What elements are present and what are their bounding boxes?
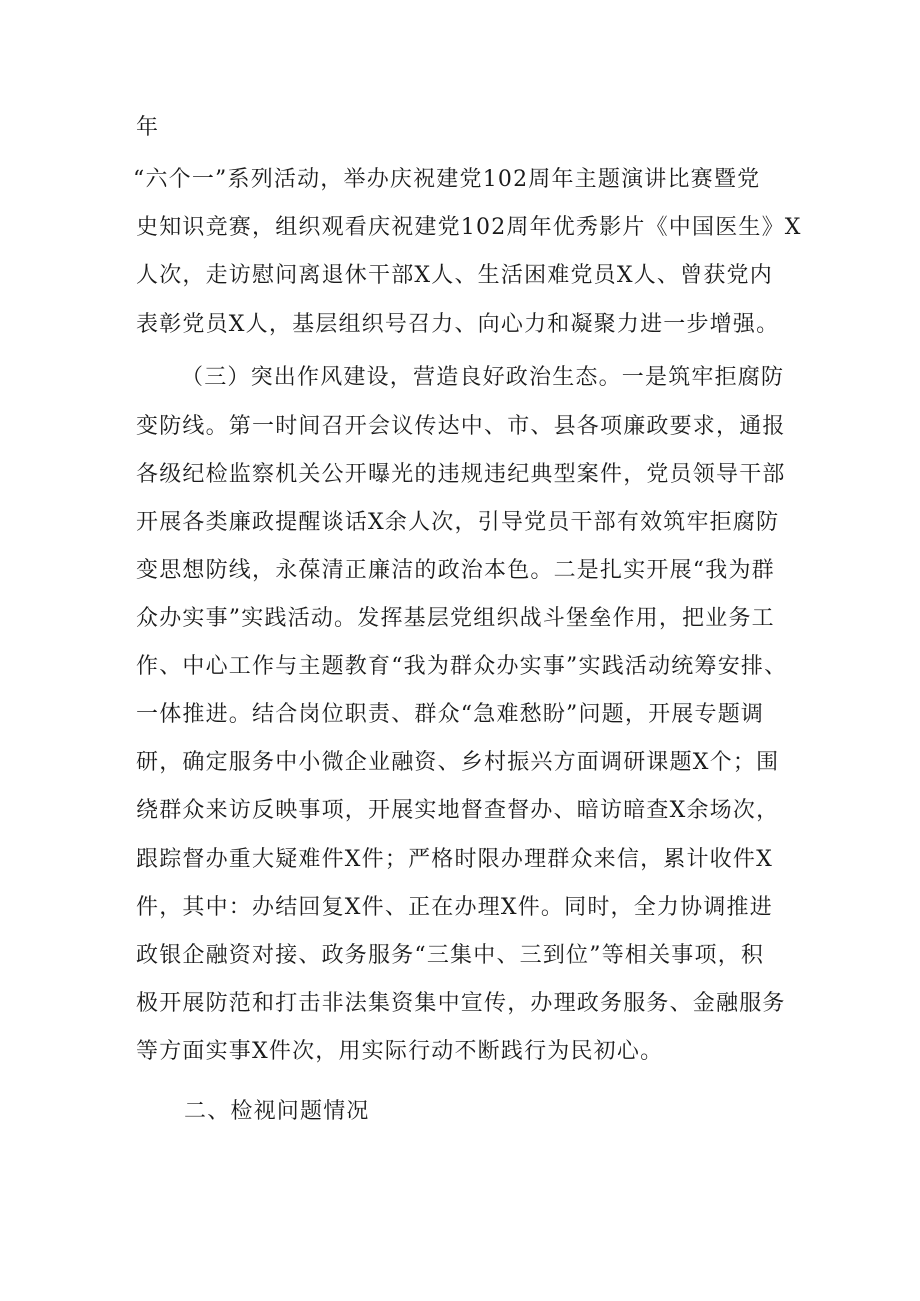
text-line: 绕群众来访反映事项，开展实地督查督办、暗访暗查X余场次， bbox=[136, 798, 780, 823]
text-line: 变思想防线，永葆清正廉洁的政治本色。二是扎实开展“我为群 bbox=[136, 558, 775, 583]
text-line: 人次，走访慰问离退休干部X人、生活困难党员X人、曾获党内 bbox=[136, 263, 773, 288]
text-line: “六个一”系列活动，举办庆祝建党102周年主题演讲比赛暨党 bbox=[133, 167, 761, 192]
text-line: 开展各类廉政提醒谈话X余人次，引导党员干部有效筑牢拒腐防 bbox=[136, 510, 780, 535]
text-line: 研，确定服务中小微企业融资、乡村振兴方面调研课题X个；围 bbox=[136, 750, 780, 775]
text-line: 史知识竞赛，组织观看庆祝建党102周年优秀影片《中国医生》X bbox=[136, 215, 802, 240]
text-line: 跟踪督办重大疑难件X件；严格时限办理群众来信，累计收件X bbox=[136, 847, 773, 872]
text-line: 一体推进。结合岗位职责、群众“急难愁盼”问题，开展专题调 bbox=[136, 702, 765, 727]
text-line: 各级纪检监察机关公开曝光的违规违纪典型案件，党员领导干部 bbox=[136, 462, 786, 487]
paragraph-start-line: （三）突出作风建设，营造良好政治生态。一是筑牢拒腐防 bbox=[181, 365, 785, 390]
text-line: 政银企融资对接、政务服务“三集中、三到位”等相关事项，积 bbox=[136, 943, 765, 968]
text-line: 作、中心工作与主题教育“我为群众办实事”实践活动统筹安排、 bbox=[136, 654, 788, 679]
text-line: 等方面实事X件次，用实际行动不断践行为民初心。 bbox=[136, 1039, 664, 1064]
text-line: 年 bbox=[136, 115, 160, 140]
text-line: 众办实事”实践活动。发挥基层党组织战斗堡垒作用，把业务工 bbox=[136, 606, 775, 631]
text-line: 表彰党员X人，基层组织号召力、向心力和凝聚力进一步增强。 bbox=[136, 312, 780, 337]
text-line: 件，其中：办结回复X件、正在办理X件。同时，全力协调推进 bbox=[136, 895, 773, 920]
text-line: 极开展防范和打击非法集资集中宣传，办理政务服务、金融服务 bbox=[136, 991, 786, 1016]
section-heading: 二、检视问题情况 bbox=[184, 1099, 370, 1124]
text-line: 变防线。第一时间召开会议传达中、市、县各项廉政要求，通报 bbox=[136, 414, 786, 439]
